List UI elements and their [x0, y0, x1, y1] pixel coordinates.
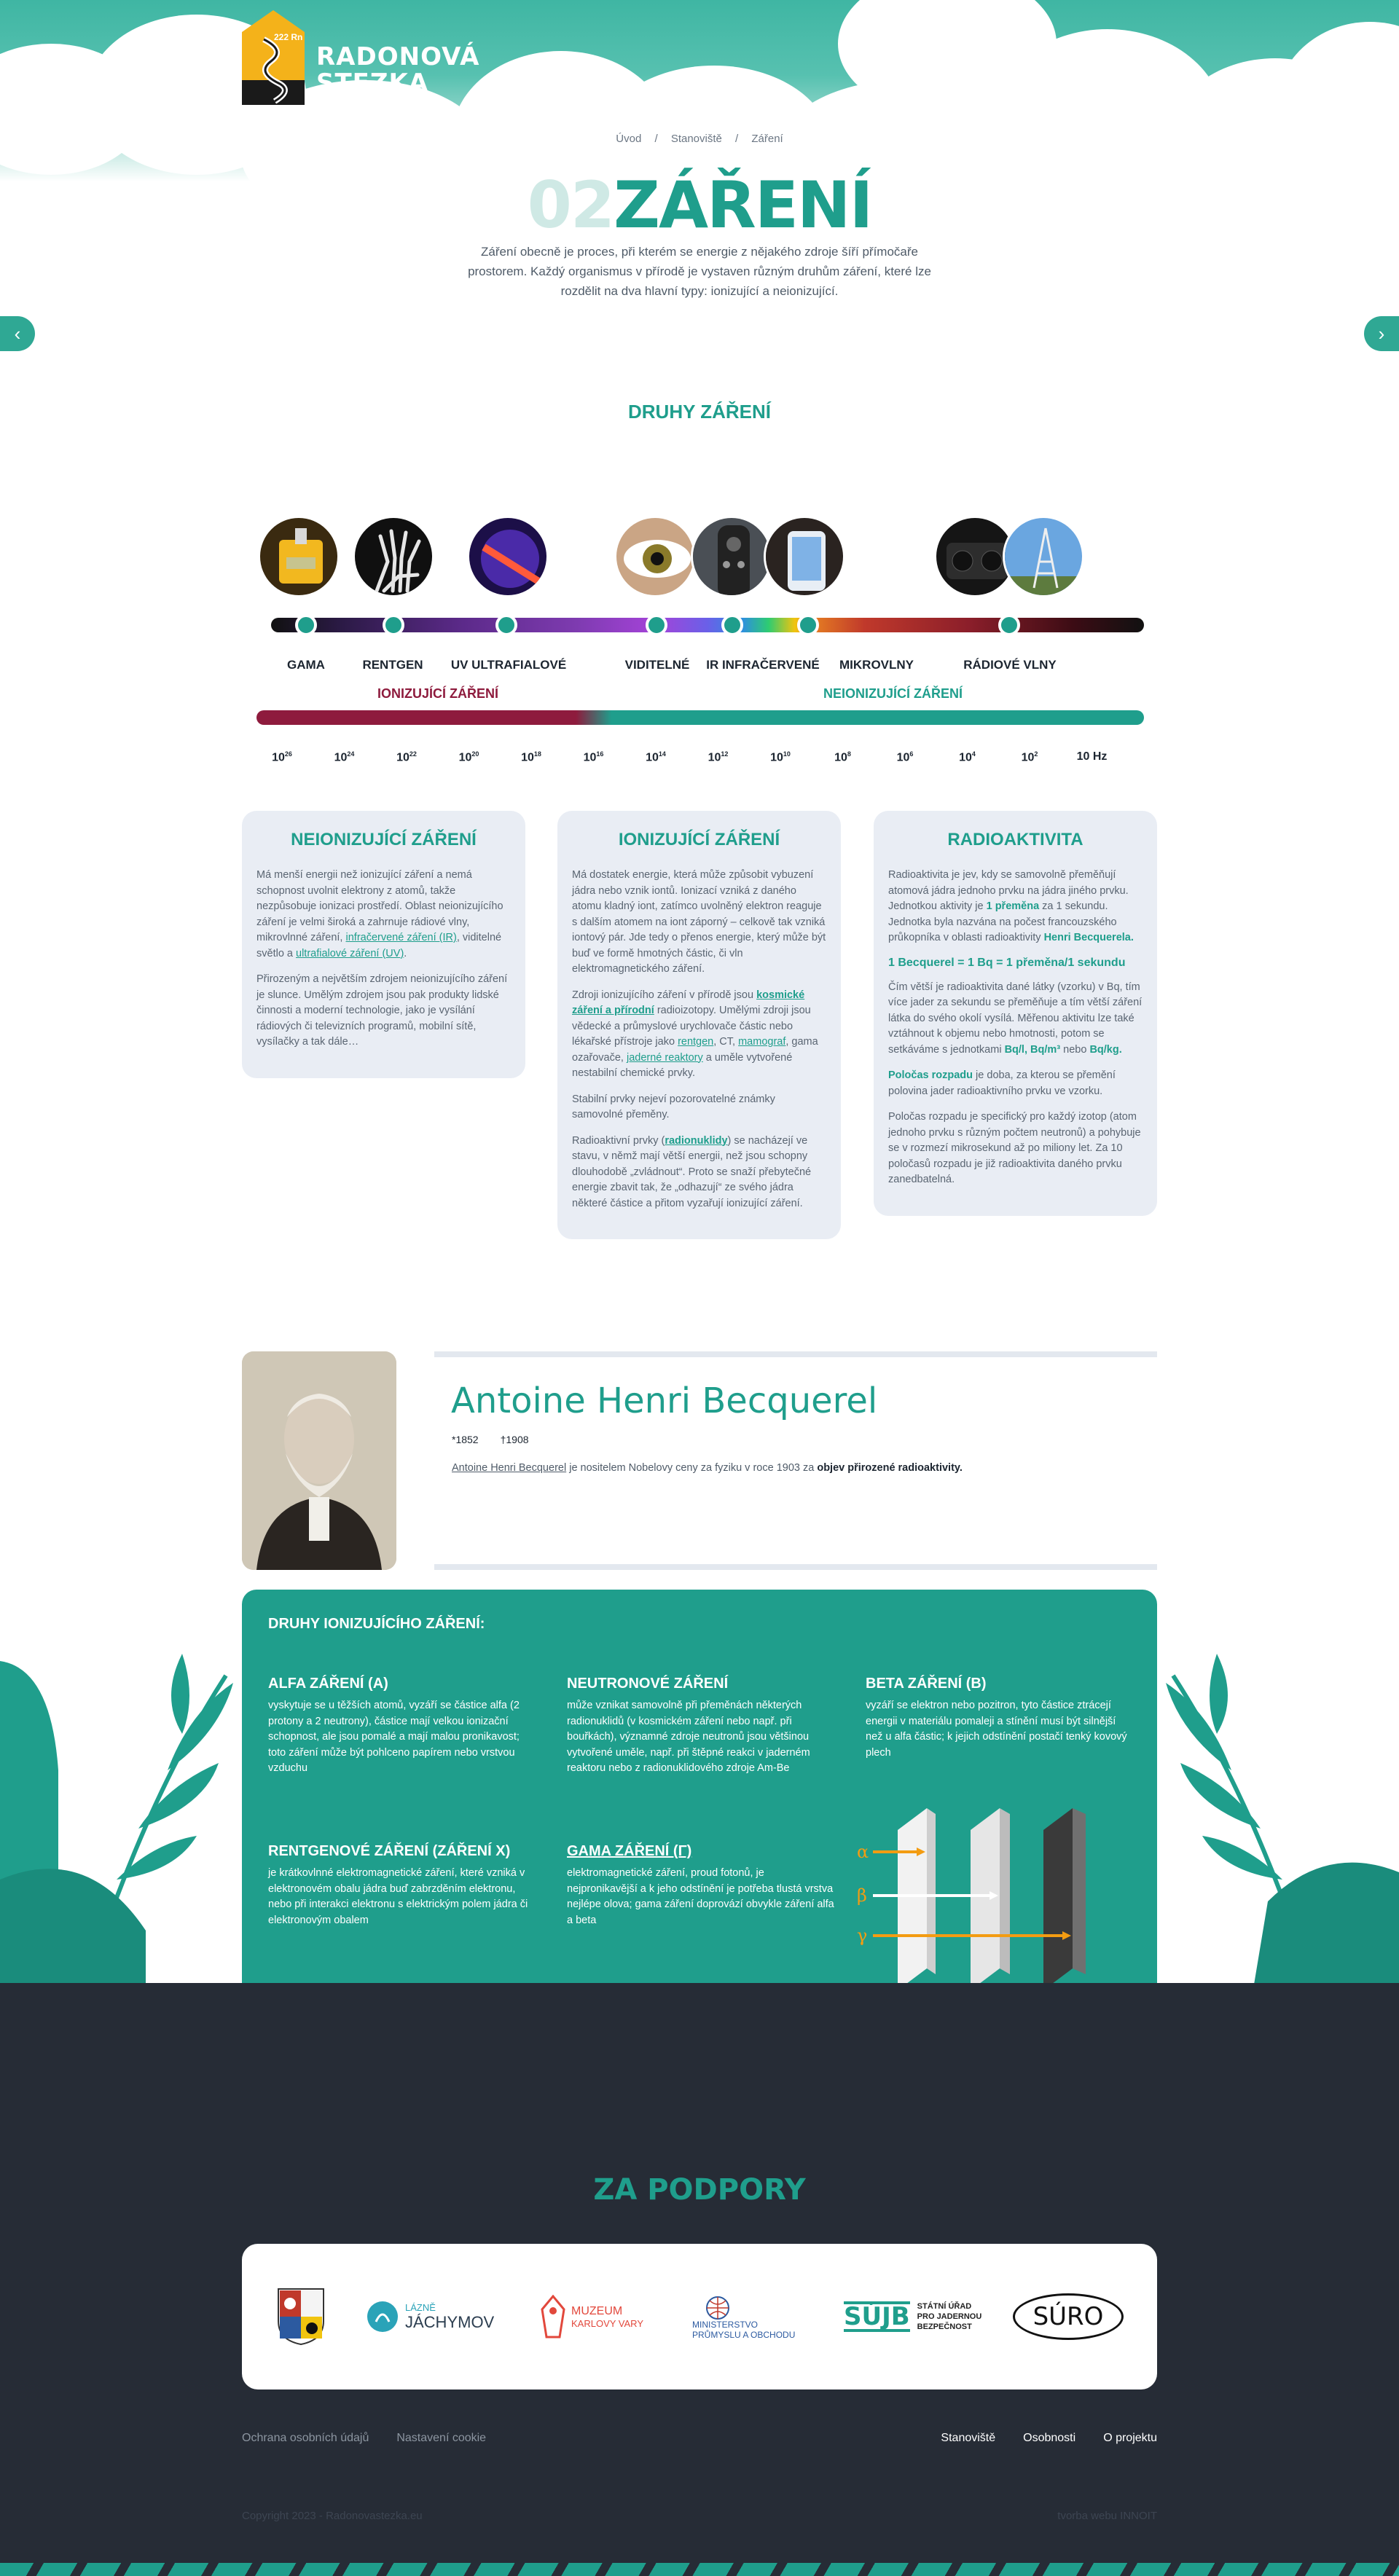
- nav-item-stanoviste[interactable]: Stanoviště: [947, 45, 1002, 58]
- frequency-base: 10: [896, 751, 910, 764]
- frequency-label: [897, 750, 914, 764]
- ionizing-types-heading: DRUHY IONIZUJÍCÍHO ZÁŘENÍ:: [268, 1616, 485, 1632]
- sujb-text: [917, 2301, 982, 2332]
- frequency-label: [459, 750, 479, 764]
- mpo-logo-icon: [692, 2293, 743, 2320]
- card-paragraph: [888, 1068, 1143, 1099]
- birth-year: *1852: [452, 1434, 479, 1445]
- footer-legal-links: [242, 2432, 486, 2445]
- spectrum-marker[interactable]: [495, 614, 517, 636]
- gamma-symbol: γ: [857, 1925, 868, 1946]
- card-nonionizing: [242, 811, 525, 1078]
- card-paragraph: Poločas rozpadu je specifický pro každý izotop (atom jednoho prvku s různým počtem neutronů) a pohybuje se v rozmezí mikrosekund až po miliony let. Za 10 poločasů rozpadu je již radioaktivita daného prvku zanedbatelná.: [888, 1111, 1141, 1185]
- footer-link-cookies[interactable]: Nastavení cookie: [396, 2432, 487, 2444]
- card-text: ) se nacházejí ve stavu, v němž mají větší energii, než jsou schopny dlouhodobě „zvládnout“. Proto se snaží přebytečné energie zbavit tak, že „odhazují“ ze svého jádra některé částice a přitom vyzařují ionizující záření.: [572, 1134, 812, 1209]
- card-paragraph: [888, 868, 1143, 946]
- highlight-text: 1 přeměna: [986, 900, 1040, 912]
- frequency-exponent: 12: [721, 750, 729, 758]
- spectrum-label-radiove-vlny: RÁDIOVÉ VLNY: [963, 658, 1057, 672]
- frequency-base: 10 Hz: [1076, 750, 1108, 763]
- type-description: je krátkovlnné elektromagnetické záření, které vzniká v elektronovém obalu jádra buď zabrzděním elektronu, nebo při interakci elektronu s elektrickým polem jádra či elektronovým obalem: [268, 1867, 528, 1926]
- card-paragraph: [572, 1134, 826, 1212]
- sujb-line-1: STÁTNÍ ÚŘAD: [917, 2302, 972, 2311]
- spectrum-label-gama: GAMA: [287, 658, 325, 672]
- person-dates: [452, 1434, 529, 1445]
- chevron-left-icon: ‹: [14, 322, 21, 345]
- card-text: nebo: [1060, 1043, 1090, 1056]
- spectrum-marker[interactable]: [797, 614, 819, 636]
- type-alfa: [268, 1676, 538, 1777]
- museum-line-2: KARLOVY VARY: [571, 2317, 643, 2329]
- sponsor-lazne-jachymov[interactable]: [366, 2280, 494, 2353]
- logo-line-1: RADONOVÁ: [316, 42, 480, 71]
- person-text: je nositelem Nobelovy ceny za fyziku v roce 1903 za: [566, 1462, 818, 1474]
- card-text: , CT,: [713, 1036, 739, 1048]
- breadcrumb-item-stanoviste[interactable]: Stanoviště: [670, 133, 722, 145]
- highlight-text: Bq/kg.: [1089, 1043, 1122, 1056]
- logo-text: [316, 44, 479, 96]
- main-nav: [947, 45, 1157, 58]
- ionizing-range-label: IONIZUJÍCÍ ZÁŘENÍ: [377, 686, 499, 701]
- person-text-bold: objev přirozené radioaktivity.: [817, 1462, 963, 1474]
- frequency-base: 10: [770, 751, 783, 764]
- nonionizing-range-label: NEIONIZUJÍCÍ ZÁŘENÍ: [823, 686, 963, 701]
- type-title: NEUTRONOVÉ ZÁŘENÍ: [567, 1676, 729, 1692]
- frequency-exponent: 16: [596, 750, 604, 758]
- shielding-diagram: [854, 1801, 1131, 2005]
- frequency-exponent: 20: [471, 750, 479, 758]
- type-gama: [567, 1843, 836, 1928]
- frequency-label: [770, 750, 791, 764]
- frequency-label: [396, 750, 417, 764]
- link-radionuclides[interactable]: radionuklidy: [665, 1134, 728, 1147]
- footer-link-o-projektu[interactable]: O projektu: [1103, 2432, 1157, 2444]
- frequency-label: [334, 750, 355, 764]
- sponsor-muzeum-karlovy-vary[interactable]: [541, 2280, 643, 2353]
- card-text: Má menší energii než ionizující záření a nemá schopnost uvolnit elektrony z atomů, takže nezpůsobuje ionizaci prostředí. Oblast neionizujícího záření je velmi široká a zahrnuje rádiové vlny, mikrovlnné záření,: [256, 869, 503, 943]
- becquerel-formula: 1 Becquerel = 1 Bq = 1 přeměna/1 sekundu: [888, 956, 1126, 969]
- type-description: vyskytuje se u těžších atomů, vyzáří se částice alfa (2 protony a 2 neutrony), částice mají velkou ionizační schopnost, ale jsou pomalé a mají malou pronikavost; toto záření může být pohlceno papírem nebo vrstvou vzduchu: [268, 1700, 520, 1774]
- frequency-base: 10: [458, 751, 472, 764]
- frequency-label: [1022, 750, 1038, 764]
- sponsors-heading: ZA PODPORY: [593, 2173, 806, 2207]
- frequency-exponent: 2: [1034, 750, 1038, 758]
- nav-item-osobnosti[interactable]: Osobnosti: [1026, 45, 1079, 58]
- sponsor-karlovarsky-kraj[interactable]: [277, 2280, 325, 2353]
- footer-stripes-decoration: [0, 2563, 1399, 2576]
- card-paragraph: Přirozeným a největším zdrojem neionizujícího záření je slunce. Umělým zdrojem jsou pak produkty lidské činnosti a moderní technologie, jako je vysílání rádiových či televizních programů, mobilní sítě, vysílačky a tak dále…: [256, 973, 508, 1048]
- person-description: [452, 1462, 963, 1474]
- sponsor-suro[interactable]: [1013, 2280, 1124, 2353]
- card-title: IONIZUJÍCÍ ZÁŘENÍ: [618, 830, 780, 849]
- frequency-label: [272, 750, 292, 764]
- ionizing-range-bar: [256, 710, 1144, 725]
- link-mamograf[interactable]: mamograf: [738, 1036, 786, 1048]
- leaves-left-decoration: [0, 1625, 233, 1989]
- card-text: Zdroji ionizujícího záření v přírodě jsou: [572, 989, 757, 1001]
- card-ionizing: [557, 811, 841, 1239]
- logo-line-2: STEZKA: [316, 68, 429, 98]
- copyright: Copyright 2023 - Radonovastezka.eu: [242, 2510, 423, 2522]
- chevron-right-icon: ›: [1378, 322, 1385, 345]
- person-link[interactable]: Antoine Henri Becquerel: [452, 1462, 567, 1474]
- frequency-exponent: 18: [533, 750, 541, 758]
- frequency-base: 10: [834, 751, 847, 764]
- highlight-text: Bq/l, Bq/m³: [1004, 1043, 1061, 1056]
- mpo-line-1: MINISTERSTVO: [692, 2320, 759, 2330]
- station-title: ZÁŘENÍ: [614, 168, 872, 243]
- frequency-exponent: 10: [783, 750, 791, 758]
- divider: [434, 1351, 1157, 1357]
- card-text: Radioaktivní prvky (: [572, 1134, 665, 1147]
- lazne-logo-icon: [366, 2300, 399, 2333]
- coat-of-arms-icon: [277, 2288, 325, 2346]
- link-cosmic-radiation[interactable]: kosmické záření a přírodní: [572, 989, 805, 1016]
- spectrum-marker[interactable]: [383, 614, 404, 636]
- type-title: BETA ZÁŘENÍ (Β): [866, 1676, 987, 1692]
- museum-text: [571, 2305, 643, 2329]
- spectrum-label-mikrovlny: MIKROVLNY: [839, 658, 914, 672]
- frequency-label: [959, 750, 976, 764]
- frequency-base: 10: [272, 751, 285, 764]
- card-text: Čím větší je radioaktivita dané látky (vzorku) v Bq, tím více jader za sekundu se přeměňuje a tím větší záření látka do svého okolí vysílá. Měřenou aktivitu lze také vztáhnout k objemu nebo hmotnosti, potom se setkáváme s jednotkami: [888, 981, 1143, 1056]
- frequency-exponent: 22: [409, 750, 417, 758]
- museum-logo-icon: [541, 2295, 565, 2339]
- spectrum-label-uv: UV ULTRAFIALOVÉ: [450, 658, 567, 672]
- mpo-line-2: PRŮMYSLU A OBCHODU: [692, 2330, 796, 2340]
- sujb-logo: SÚJB: [844, 2302, 910, 2331]
- uv-light-image: [467, 516, 549, 597]
- station-number: 02: [527, 168, 614, 243]
- spectrum-marker[interactable]: [998, 614, 1020, 636]
- frequency-base: 10: [521, 751, 534, 764]
- frequency-base: 10: [583, 751, 597, 764]
- type-rentgen: [268, 1843, 538, 1928]
- remote-control-image: [691, 516, 772, 597]
- xray-hand-image: [353, 516, 434, 597]
- frequency-exponent: 14: [658, 750, 666, 758]
- type-description: může vznikat samovolně při přeměnách některých radionuklidů (v kosmickém záření nebo např. při bouřkách), významné zdroje neutronů jsou většinou vytvořené uměle, např. při štěpné reakci v jaderném reaktoru nebo z radionuklidového zdroje Am-Be: [567, 1700, 810, 1774]
- lazne-text: [405, 2302, 494, 2332]
- page-description: Záření obecně je proces, při kterém se energie z nějakého zdroje šíří přímočaře prostorem. Každý organismus v přírodě je vystaven různým druhům záření, které lze rozdělit na dva hlavní typy: ionizující a neionizující.: [468, 245, 931, 298]
- type-description: vyzáří se elektron nebo pozitron, tyto částice ztrácejí energii v materiálu pomaleji a stínění musí být silnější než u alfa částic; k jejich odstínění postačí tenký kovový plech: [866, 1700, 1127, 1759]
- link-infrared[interactable]: infračervené záření (IR): [345, 932, 457, 943]
- card-title: RADIOAKTIVITA: [947, 830, 1083, 849]
- link-nuclear-reactors[interactable]: jaderné reaktory: [626, 1051, 703, 1064]
- sujb-line-2: PRO JADERNOU: [917, 2312, 982, 2321]
- card-text: radioizotopy. Umělými zdroji jsou vědecké a průmyslové urychlovače částic nebo lékařské přístroje jako: [572, 1005, 811, 1048]
- lazne-small: LÁZNĚ: [405, 2301, 436, 2313]
- nav-item-o-projektu[interactable]: O projektu: [1103, 45, 1157, 58]
- leaves-right-decoration: [1166, 1625, 1399, 1989]
- card-paragraph: [888, 980, 1143, 1059]
- spectrum-marker[interactable]: [295, 614, 317, 636]
- type-title: RENTGENOVÉ ZÁŘENÍ (ZÁŘENÍ X): [268, 1843, 511, 1859]
- smartphone-image: [764, 516, 845, 597]
- frequency-base: 10: [708, 751, 721, 764]
- frequency-base: 10: [334, 751, 348, 764]
- card-text: a uměle vytvořené nestabilní chemické prvky.: [572, 1051, 793, 1079]
- type-title: ALFA ZÁŘENÍ (A): [268, 1676, 388, 1692]
- card-text: je doba, za kterou se přemění polovina jader radioaktivního prvku ve vzorku.: [888, 1069, 1116, 1097]
- type-description: elektromagnetické záření, proud fotonů, je nejpronikavější a k jeho odstínění je potřeba tlustá vrstva nejlépe olova; gama záření doprovází obvykle záření alfa a beta: [567, 1867, 834, 1926]
- card-title: NEIONIZUJÍCÍ ZÁŘENÍ: [291, 830, 477, 849]
- lazne-big: JÁCHYMOV: [405, 2312, 495, 2331]
- card-paragraph: [572, 988, 826, 1082]
- frequency-base: 10: [396, 751, 409, 764]
- prev-station-button[interactable]: [0, 316, 35, 351]
- card-paragraph: [256, 868, 511, 962]
- frequency-base: 10: [1021, 751, 1035, 764]
- radio-tower-image: [1003, 516, 1084, 597]
- link-ultraviolet[interactable]: ultrafialové záření (UV): [296, 947, 404, 959]
- frequency-exponent: 8: [847, 750, 851, 758]
- card-paragraph: Má dostatek energie, která může způsobit vybuzení jádra nebo vznik iontů. Ionizací vzniká z daného atomu kladný iont, zatímco uvolněný elektron reaguje s dalším atomem na iont záporný – celkově tak vzniká iontový pár. Jde tedy o přenos energie, který může být buď ve formě hmotných částic, či vln elektromagnetického záření.: [572, 869, 826, 975]
- suro-logo: SÚRO: [1013, 2293, 1124, 2340]
- logo-badge: 222 Rn: [274, 32, 303, 42]
- frequency-base: 10: [646, 751, 659, 764]
- frequency-exponent: 6: [909, 750, 914, 758]
- frequency-label: [1077, 750, 1108, 763]
- next-station-button[interactable]: [1364, 316, 1399, 351]
- frequency-label: [834, 750, 851, 764]
- type-beta: [866, 1676, 1135, 1761]
- author-link[interactable]: tvorba webu INNOIT: [1057, 2510, 1157, 2522]
- spectrum-label-viditelne: VIDITELNÉ: [624, 658, 690, 672]
- link-rentgen[interactable]: rentgen: [678, 1036, 714, 1048]
- frequency-label: [646, 750, 666, 764]
- frequency-label: [708, 750, 729, 764]
- spectrum-marker[interactable]: [646, 614, 667, 636]
- breadcrumb-separator: /: [654, 133, 658, 145]
- breadcrumb-separator: /: [735, 133, 739, 145]
- breadcrumb: [0, 133, 1399, 145]
- section-heading-spectrum: DRUHY ZÁŘENÍ: [628, 401, 771, 423]
- footer-link-osobnosti[interactable]: Osobnosti: [1023, 2432, 1076, 2444]
- sujb-line-3: BEZPEČNOST: [917, 2322, 972, 2331]
- frequency-exponent: 26: [284, 750, 292, 758]
- eye-image: [614, 516, 696, 597]
- site-logo[interactable]: [242, 10, 480, 105]
- frequency-base: 10: [959, 751, 972, 764]
- frequency-label: [521, 750, 541, 764]
- divider: [434, 1564, 1157, 1570]
- breadcrumb-item-current: Záření: [751, 133, 783, 145]
- beta-symbol: β: [857, 1885, 867, 1906]
- frequency-exponent: 4: [971, 750, 976, 758]
- sponsor-mpo[interactable]: [692, 2280, 795, 2353]
- alpha-symbol: α: [857, 1842, 869, 1862]
- footer-link-privacy[interactable]: Ochrana osobních údajů: [242, 2432, 369, 2444]
- museum-line-1: MUZEUM: [571, 2304, 623, 2317]
- card-text: , viditelné světlo a: [256, 932, 502, 959]
- spectrum-label-rentgen: RENTGEN: [362, 658, 423, 672]
- footer-link-stanoviste[interactable]: Stanoviště: [941, 2432, 996, 2444]
- card-paragraph: Stabilní prvky nejeví pozorovatelné známky samovolné přeměny.: [572, 1093, 775, 1120]
- person-name: Antoine Henri Becquerel: [451, 1381, 878, 1421]
- card-text: Radioaktivita je jev, kdy se samovolně přeměňují atomová jádra jednoho prvku na jádra jiného prvku. Jednotkou aktivity je: [888, 869, 1129, 912]
- sponsor-sujb[interactable]: [844, 2280, 981, 2353]
- breadcrumb-item-uvod[interactable]: Úvod: [616, 133, 642, 145]
- geiger-counter-image: [258, 516, 340, 597]
- frequency-label: [584, 750, 604, 764]
- spectrum-label-ir: IR INFRAČERVENÉ: [706, 658, 820, 672]
- becquerel-portrait: [242, 1351, 396, 1570]
- card-radioactivity: [874, 811, 1157, 1216]
- highlight-text: Henri Becquerela.: [1043, 932, 1134, 943]
- type-neutron: [567, 1676, 836, 1777]
- spectrum-marker[interactable]: [721, 614, 743, 636]
- footer-nav: [941, 2432, 1157, 2445]
- card-text: za 1 sekundu. Jednotka byla nazvána na počest francouzského průkopníka v oblasti radioaktivity: [888, 900, 1117, 943]
- death-year: †1908: [500, 1434, 529, 1445]
- card-text: .: [404, 947, 407, 959]
- type-title[interactable]: GAMA ZÁŘENÍ (Γ): [567, 1843, 692, 1859]
- ionizing-types-box: [242, 1590, 1157, 2016]
- frequency-exponent: 24: [347, 750, 355, 758]
- page-title: [0, 169, 1399, 242]
- house-logo-icon: [242, 10, 305, 105]
- highlight-text: Poločas rozpadu: [888, 1069, 973, 1081]
- card-text: , gama ozařovače,: [572, 1036, 818, 1064]
